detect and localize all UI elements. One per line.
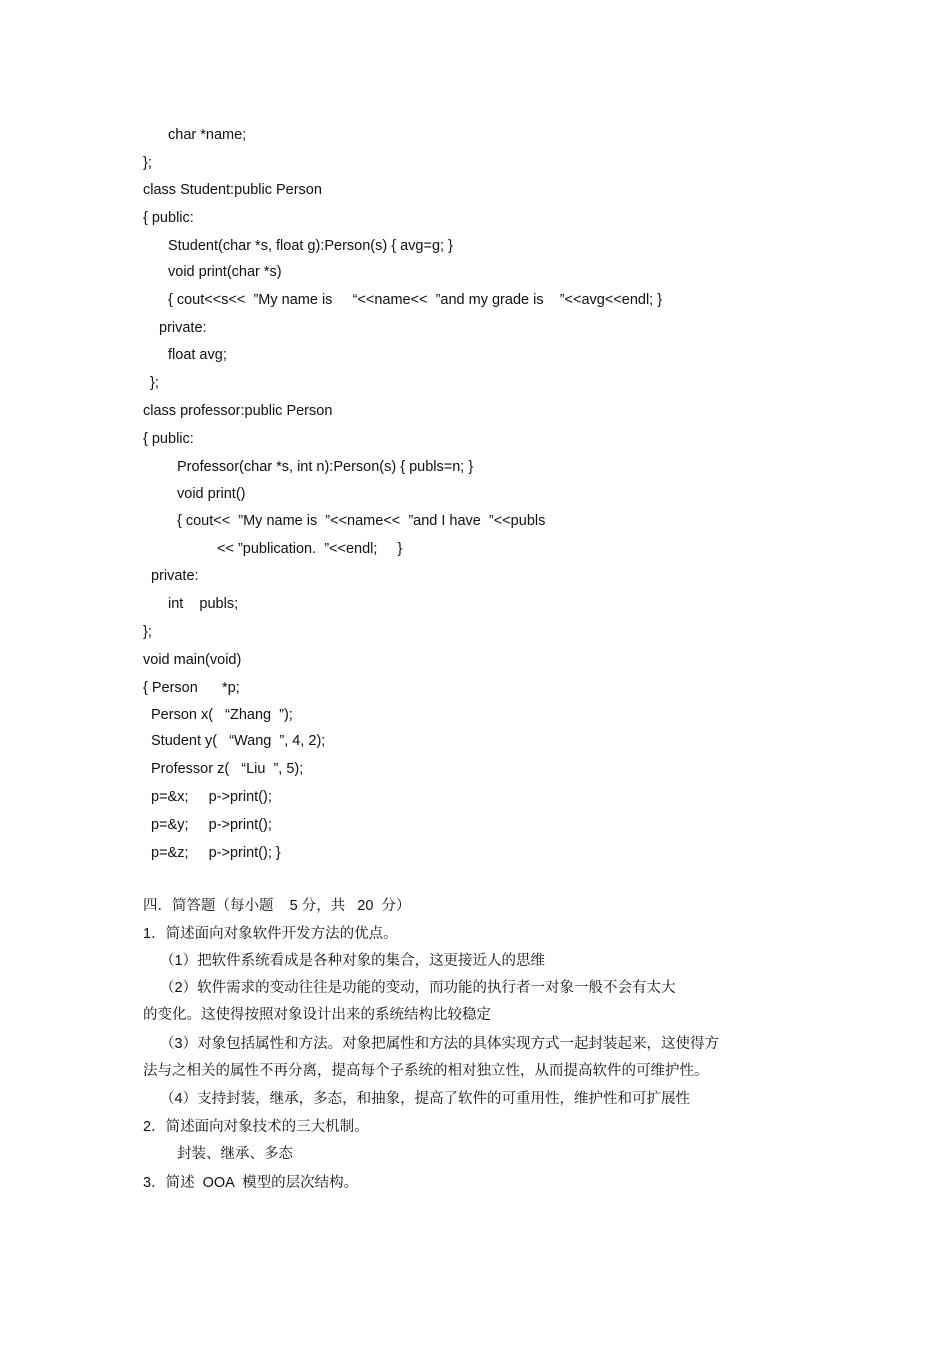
answer-2: 封装、继承、多态 [177,1146,293,1162]
question-2: 2．简述面向对象技术的三大机制。 [143,1119,369,1135]
code-line: Student y( “Wang ”, 4, 2); [151,733,326,749]
code-line: private: [151,568,199,584]
code-line: p=&y; p->print(); [151,817,272,833]
code-line: void main(void) [143,652,242,668]
code-line: p=&z; p->print(); } [151,845,281,861]
question-3: 3．简述 OOA 模型的层次结构。 [143,1175,359,1191]
code-line: class Student:public Person [143,182,322,198]
answer-1-point-3: （3）对象包括属性和方法。对象把属性和方法的具体实现方式一起封装起来，这使得方 [160,1036,720,1052]
answer-1-point-2: （2）软件需求的变动往往是功能的变动，而功能的执行者一对象一般不会有太大 [160,980,676,996]
answer-1-point-4: （4）支持封装，继承，多态，和抽象，提高了软件的可重用性，维护性和可扩展性 [160,1091,691,1107]
code-line: p=&x; p->print(); [151,789,272,805]
code-line: void print() [177,486,246,502]
code-line: { public: [143,431,194,447]
section-heading: 四．简答题（每小题 5 分，共 20 分） [143,898,411,914]
code-line: { cout<<s<< ”My name is “<<name<< ”and my grade is ”<<avg<<endl; } [168,292,663,308]
code-line: { Person *p; [143,680,240,696]
code-line: Student(char *s, float g):Person(s) { avg=g; } [168,238,453,254]
code-line: { cout<< ”My name is ”<<name<< ”and I have ”<<publs [177,513,546,529]
code-line: }; [150,375,159,391]
code-line: { public: [143,210,194,226]
question-1: 1．简述面向对象软件开发方法的优点。 [143,926,398,942]
code-line: Professor(char *s, int n):Person(s) { publs=n; } [177,459,474,475]
code-line: }; [143,155,152,171]
code-line: char *name; [168,127,247,143]
code-line: float avg; [168,347,227,363]
code-line: void print(char *s) [168,264,282,280]
code-line: << ”publication. ”<<endl; } [217,541,403,557]
answer-1-point-1: （1）把软件系统看成是各种对象的集合，这更接近人的思维 [160,953,546,969]
code-line: }; [143,624,152,640]
code-line: int publs; [168,596,239,612]
code-line: class professor:public Person [143,403,333,419]
answer-1-point-2-cont: 的变化。这使得按照对象设计出来的系统结构比较稳定 [143,1007,491,1023]
code-line: Person x( “Zhang ”); [151,707,293,723]
code-line: Professor z( “Liu ”, 5); [151,761,304,777]
answer-1-point-3-cont: 法与之相关的属性不再分离，提高每个子系统的相对独立性，从而提高软件的可维护性。 [143,1063,709,1079]
code-line: private: [159,320,207,336]
